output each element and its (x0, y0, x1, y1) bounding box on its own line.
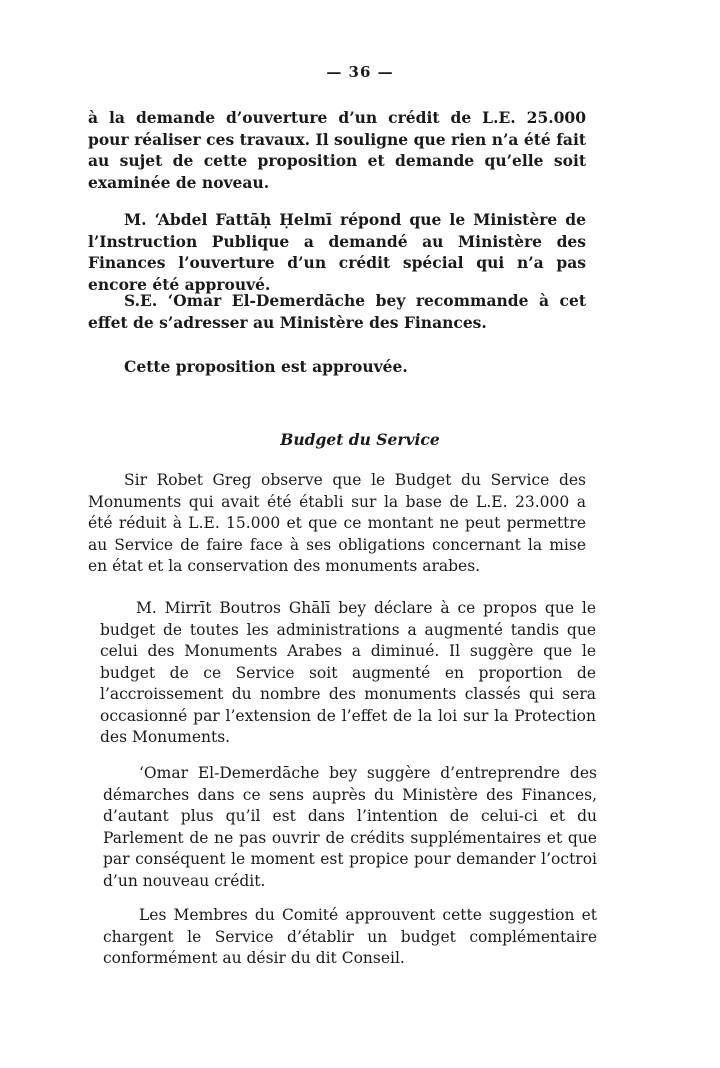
paragraph-text: M. Mirrīt Boutros Ghālī bey déclare à ce propos que le budget de toutes les administrations a augmenté tandis que celui des Monuments Arabes a diminué. Il suggère que le budget de ce Service soit augmenté en proportion de l’accroissement du nombre des monuments classés qui sera occasionné par l’extension de l’effet de la loi sur la Protection des Monuments. (100, 599, 596, 746)
paragraph-text: S.E. ‘Omar El-Demerdāche bey recommande à cet effet de s’adresser au Ministère des Finances. (88, 291, 586, 332)
paragraph-demerdache-suggestion (103, 763, 597, 892)
paragraph-text: à la demande d’ouverture d’un crédit de L.E. 25.000 pour réaliser ces travaux. Il souligne que rien n’a été fait au sujet de cette proposition et demande qu’elle soit examinée de noveau. (88, 108, 586, 192)
paragraph-text: Sir Robet Greg observe que le Budget du Service des Monuments qui avait été établi sur la base de L.E. 23.000 a été réduit à L.E. 15.000 et que ce montant ne peut permettre au Service de faire face à ses obligations concernant la mise en état et la conservation des monuments arabes. (88, 471, 586, 575)
paragraph-text: M. ‘Abdel Fattāḥ Ḥelmī répond que le Ministère de l’Instruction Publique a demandé au Ministère des Finances l’ouverture d’un crédit spécial qui n’a pas encore été approuvé. (88, 210, 586, 294)
paragraph-approved (88, 356, 586, 378)
paragraph-demerdache-recommendation (88, 290, 586, 333)
paragraph-text: Cette proposition est approuvée. (124, 357, 408, 376)
paragraph-ghali-declaration (100, 598, 596, 749)
paragraph-text: Les Membres du Comité approuvent cette suggestion et chargent le Service d’établir un budget complémentaire conformément au désir du dit Conseil. (103, 906, 597, 967)
section-heading: Budget du Service (280, 430, 440, 449)
paragraph-helmi-response (88, 209, 586, 295)
paragraph-credit-request (88, 107, 586, 193)
paragraph-text: ‘Omar El-Demerdāche bey suggère d’entreprendre des démarches dans ce sens auprès du Ministère des Finances, d’autant plus qu’il est dans l’intention de celui-ci et du Parlement de ne pas ouvrir de crédits supplémentaires et que par conséquent le moment est propice pour demander l’octroi d’un nouveau crédit. (103, 764, 597, 890)
paragraph-greg-observation (88, 470, 586, 578)
paragraph-committee-approval (103, 905, 597, 970)
page-number: — 36 — (326, 63, 394, 81)
